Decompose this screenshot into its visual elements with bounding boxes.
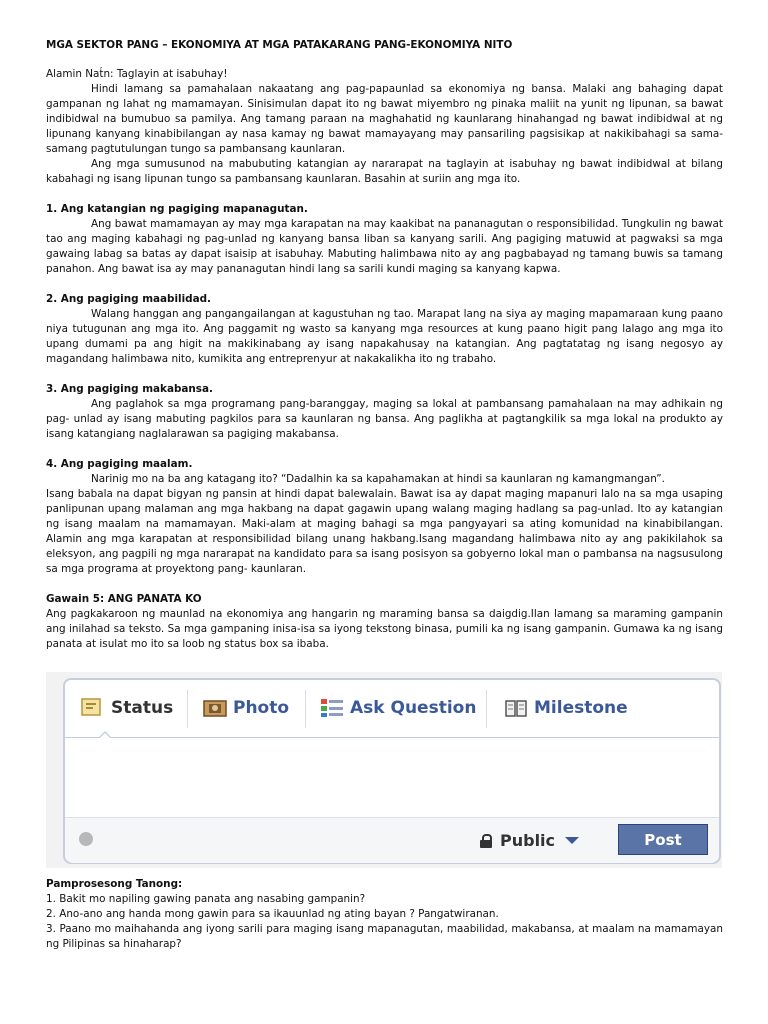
privacy-label: Public bbox=[500, 830, 556, 850]
gawain-body: Ang pagkakaroon ng maunlad na ekonomiya ang hangarin ng maraming bansa sa daigdig.Ilan lamang sa maraming gampanin ang inilahad sa teksto. Sa mga gampaning inisa-isa sa iyong tekstong binasa, pumili ka ng isang gampanin. Gumawa ka ng isang panata at isulat mo ito sa loob ng status box sa ibaba. bbox=[46, 608, 723, 650]
document-title: MGA SEKTOR PANG – EKONOMIYA AT MGA PATAKARANG PANG-EKONOMIYA NITO bbox=[46, 39, 513, 51]
section-heading-2: 2. Ang pagiging maabilidad. bbox=[46, 293, 211, 305]
ask-question-icon bbox=[320, 698, 342, 718]
tab-milestone-label: Milestone bbox=[534, 698, 628, 718]
section-body-2: Walang hanggan ang pangangailangan at kagustuhan ng tao. Marapat lang na siya ay maging mapamaraan kung paano niya tutugunan ang mga ito. Ang paggamit ng wasto sa kanyang mga resources at kung paano higit pang lalago ang mga ito upang dumami pa ang higit na makikinabang ay isang napakahusay na katangian. Ang pagtatatag ng isang negosyo ay magandang halimbawa nito, kumikita ang entreprenyur at nakakalikha ito ng trabaho. bbox=[46, 308, 723, 365]
questions-heading: Pamprosesong Tanong: bbox=[46, 878, 183, 890]
section-body-4-continued: Isang babala na dapat bigyan ng pansin at hindi dapat balewalain. Bawat isa ay dapat maging mapanuri lalo na sa mga usaping panlipunan upang malaman ang mga hakbang na dapat gagawin upang walang maging hadlang sa pag-unlad. Ito ay katangian ng isang maalam na mamamayan. Maki-alam at maging bahagi sa mga pangyayari sa ating komunidad na kinabibilangan. Alamin ang mga karapatan at responsibilidad bilang unang hakbang.Isang magandang halimbawa nito ay ang pakikilahok sa eleksyon, ang pagpili ng mga nararapat na kandidato para sa isang posisyon sa gobyerno lokal man o pambansa na nagsusulong sa mga programa at proyektong pang- kaunlaran. bbox=[46, 488, 723, 575]
question-1: 1. Bakit mo napiling gawing panata ang nasabing gampanin? bbox=[46, 893, 366, 905]
tab-ask-question[interactable] bbox=[320, 692, 476, 724]
intro-paragraph-1: Hindi lamang sa pamahalaan nakaatang ang pag-papaunlad sa ekonomiya ng bansa. Malaki ang bahaging dapat gampanan ng lahat ng mamamayan. Sinisimulan dapat ito ng bawat miyembro ng pinaka maliit na yunit ng lipunan, sa bawat indibidwal na bumubuo sa pamilya. Ang tamang paraan na maghahatid ng kaunlarang hinahangad ng bawat indibidwal at ng lipunang kanyang kinabibilangan ay nasa kamay ng bawat mamayayang may pansariling pagsisikap at nakikibahagi sa sama-samang pagtutulungan tungo sa pambansang kaunlaran. bbox=[46, 83, 723, 155]
status-box-screenshot bbox=[46, 672, 722, 868]
lock-icon bbox=[480, 834, 492, 847]
section-heading-4: 4. Ang pagiging maalam. bbox=[46, 458, 193, 470]
tab-photo[interactable] bbox=[203, 692, 289, 724]
tab-ask-question-label: Ask Question bbox=[350, 698, 477, 718]
section-body-3: Ang paglahok sa mga programang pang-baranggay, maging sa lokal at pambansang pamahalaan na may adhikain ng pag- unlad ay isang mabuting pagkilos para sa kaunlaran ng bansa. Ang paglikha at pagtangkilik sa mga lokal na produkto ay isang katangiang naglalarawan sa pagiging makabansa. bbox=[46, 398, 723, 440]
tab-status-label: Status bbox=[111, 698, 174, 718]
status-tabs bbox=[65, 680, 719, 736]
post-button[interactable]: Post bbox=[618, 824, 708, 855]
tab-milestone[interactable] bbox=[504, 692, 628, 724]
milestone-icon bbox=[504, 698, 526, 718]
status-textarea[interactable] bbox=[65, 737, 719, 818]
section-heading-3: 3. Ang pagiging makabansa. bbox=[46, 383, 213, 395]
privacy-selector[interactable] bbox=[480, 828, 579, 852]
document-body bbox=[46, 38, 723, 652]
status-box bbox=[63, 678, 721, 864]
question-3: 3. Paano mo maihahanda ang iyong sarili para maging isang mapanagutan, maabilidad, makabansa, at maalam na mamamayan ng Pilipinas sa hinaharap? bbox=[46, 923, 723, 950]
intro-heading: Alamin Nat́n: Taglayin at isabuhay! bbox=[46, 68, 228, 80]
status-footer bbox=[65, 817, 719, 863]
gawain-heading: Gawain 5: ANG PANATA KO bbox=[46, 593, 202, 605]
section-body-4: Narinig mo na ba ang katagang ito? “Dadalhin ka sa kapahamakan at hindi sa kaunlaran ng kamangmangan”. bbox=[91, 473, 665, 485]
tab-status[interactable] bbox=[81, 692, 173, 724]
section-heading-1: 1. Ang katangian ng pagiging mapanagutan. bbox=[46, 203, 308, 215]
clock-icon[interactable] bbox=[79, 832, 93, 846]
dropdown-arrow-icon bbox=[565, 837, 579, 844]
status-icon bbox=[81, 698, 103, 718]
question-2: 2. Ano-ano ang handa mong gawin para sa ikauunlad ng ating bayan ? Pangatwiranan. bbox=[46, 908, 499, 920]
photo-icon bbox=[203, 698, 225, 718]
section-body-1: Ang bawat mamamayan ay may mga karapatan na may kaakibat na pananagutan o responsibilidad. Tungkulin ng bawat tao ang maging kabahagi ng pag-unlad ng kanyang bansa liban sa kanyang sarili. Ang pagiging matuwid at pagwaksi sa mga gawaing labag sa batas ay dapat isaisip at isabuhay. Mabuting halimbawa nito ay ang pagbabayad ng tamang buwis sa tamang panahon. Ang bawat isa ay may pananagutan hindi lang sa sarili kundi maging sa kanyang kapwa. bbox=[46, 218, 723, 275]
tab-photo-label: Photo bbox=[233, 698, 290, 718]
intro-paragraph-2: Ang mga sumusunod na mabubuting katangian ay nararapat na taglayin at isabuhay ng bawat indibidwal at bilang kabahagi ng isang lipunan tungo sa pambansang kaunlaran. Basahin at suriin ang mga ito. bbox=[46, 158, 723, 185]
processing-questions bbox=[46, 877, 723, 952]
